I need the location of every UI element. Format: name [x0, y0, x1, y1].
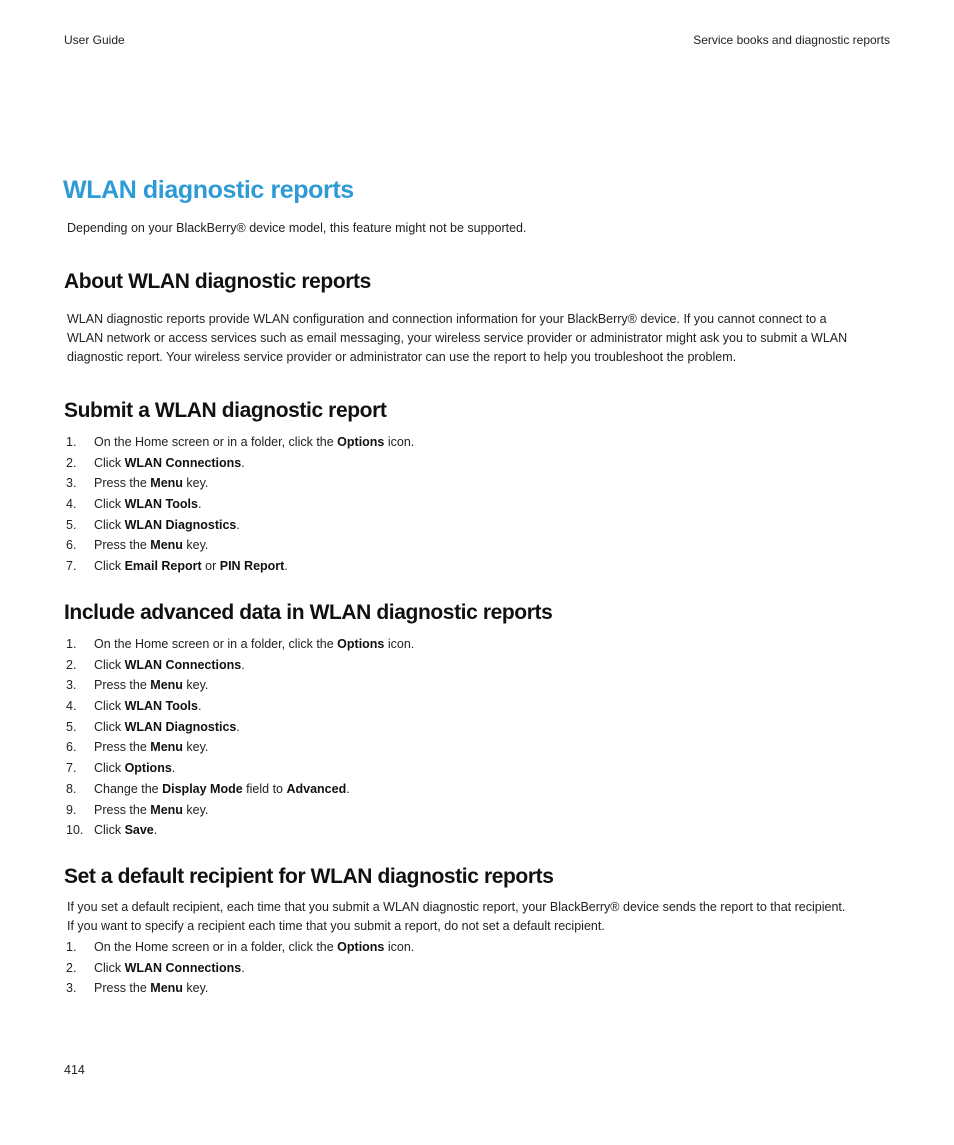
ui-term: Menu: [150, 538, 183, 553]
step-number: 1.: [66, 940, 77, 954]
step-text: Press the Menu key.: [94, 981, 209, 996]
step-number: 2.: [66, 455, 77, 470]
step-number: 4.: [66, 497, 77, 512]
section-heading-submit: Submit a WLAN diagnostic report: [64, 399, 387, 422]
step-text: On the Home screen or in a folder, click the Options icon.: [94, 435, 415, 449]
ui-term: Menu: [150, 476, 183, 491]
step-number: 3.: [66, 678, 77, 693]
page-title: WLAN diagnostic reports: [63, 176, 354, 204]
ui-term: Options: [337, 940, 385, 954]
step-text: Click WLAN Diagnostics.: [94, 517, 240, 532]
step-number: 6.: [66, 740, 77, 755]
ui-term: Save: [124, 823, 154, 838]
step-text: Click Save.: [94, 823, 158, 838]
step-text: Press the Menu key.: [94, 802, 209, 817]
ui-term: Menu: [150, 981, 183, 996]
ui-term: PIN Report: [219, 559, 285, 574]
ui-term: WLAN Connections: [124, 455, 242, 470]
page-number: 414: [64, 1063, 85, 1077]
step-number: 7.: [66, 559, 77, 574]
paragraph-line: diagnostic report. Your wireless service provider or administrator can use the report to help you troubleshoot the problem.: [67, 350, 737, 364]
ui-term: WLAN Diagnostics: [124, 719, 237, 734]
ui-term: Options: [337, 637, 385, 651]
running-header-right: Service books and diagnostic reports: [693, 33, 890, 47]
paragraph-line: WLAN diagnostic reports provide WLAN configuration and connection information for your BlackBerry® device. If you cannot connect to a: [67, 312, 827, 326]
step-text: Press the Menu key.: [94, 740, 209, 755]
step-number: 10.: [66, 823, 84, 838]
step-text: Click WLAN Tools.: [94, 699, 202, 714]
about-paragraph: [67, 310, 897, 367]
paragraph-line: WLAN network or access services such as email messaging, your wireless service provider or administrator might ask you to submit a WLAN: [67, 331, 848, 345]
step-text: Press the Menu key.: [94, 476, 209, 491]
paragraph-line: If you want to specify a recipient each time that you submit a report, do not set a default recipient.: [67, 919, 605, 933]
ui-term: Menu: [150, 740, 183, 755]
step-text: Click WLAN Connections.: [94, 455, 245, 470]
ui-term: WLAN Diagnostics: [124, 517, 237, 532]
step-text: Click WLAN Diagnostics.: [94, 719, 240, 734]
step-number: 1.: [66, 435, 77, 449]
ui-term: Menu: [150, 678, 183, 693]
step-number: 2.: [66, 657, 77, 672]
ui-term: Options: [337, 435, 385, 449]
section-heading-default-recipient: Set a default recipient for WLAN diagnostic reports: [64, 865, 554, 888]
step-text: Click WLAN Connections.: [94, 960, 245, 975]
step-number: 8.: [66, 781, 77, 796]
step-text: On the Home screen or in a folder, click the Options icon.: [94, 940, 415, 954]
ui-term: WLAN Tools: [124, 497, 198, 512]
running-header-left: User Guide: [64, 33, 125, 47]
step-number: 5.: [66, 517, 77, 532]
step-number: 5.: [66, 719, 77, 734]
ui-term: WLAN Tools: [124, 699, 198, 714]
ui-term: Email Report: [124, 559, 202, 574]
ui-term: Options: [124, 761, 172, 776]
step-text: Change the Display Mode field to Advanced.: [94, 781, 350, 796]
step-text: Press the Menu key.: [94, 538, 209, 553]
step-text: Click Options.: [94, 761, 176, 776]
step-number: 3.: [66, 981, 77, 996]
paragraph-line: If you set a default recipient, each time that you submit a WLAN diagnostic report, your BlackBerry® device sends the report to that recipient.: [67, 900, 846, 914]
step-text: Click Email Report or PIN Report.: [94, 559, 288, 574]
ui-term: Advanced: [286, 781, 347, 796]
step-number: 2.: [66, 960, 77, 975]
ui-term: WLAN Connections: [124, 960, 242, 975]
ui-term: WLAN Connections: [124, 657, 242, 672]
step-number: 1.: [66, 637, 77, 651]
step-text: Click WLAN Tools.: [94, 497, 202, 512]
step-number: 3.: [66, 476, 77, 491]
step-text: Press the Menu key.: [94, 678, 209, 693]
section-heading-about: About WLAN diagnostic reports: [64, 270, 371, 293]
step-number: 7.: [66, 761, 77, 776]
step-text: Click WLAN Connections.: [94, 657, 245, 672]
step-number: 6.: [66, 538, 77, 553]
ui-term: Display Mode: [162, 781, 243, 796]
default-recipient-paragraph: [67, 898, 907, 936]
step-text: On the Home screen or in a folder, click the Options icon.: [94, 637, 415, 651]
ui-term: Menu: [150, 802, 183, 817]
intro-note: Depending on your BlackBerry® device model, this feature might not be supported.: [67, 221, 527, 235]
step-number: 9.: [66, 802, 77, 817]
section-heading-include-advanced: Include advanced data in WLAN diagnostic reports: [64, 601, 553, 624]
step-number: 4.: [66, 699, 77, 714]
